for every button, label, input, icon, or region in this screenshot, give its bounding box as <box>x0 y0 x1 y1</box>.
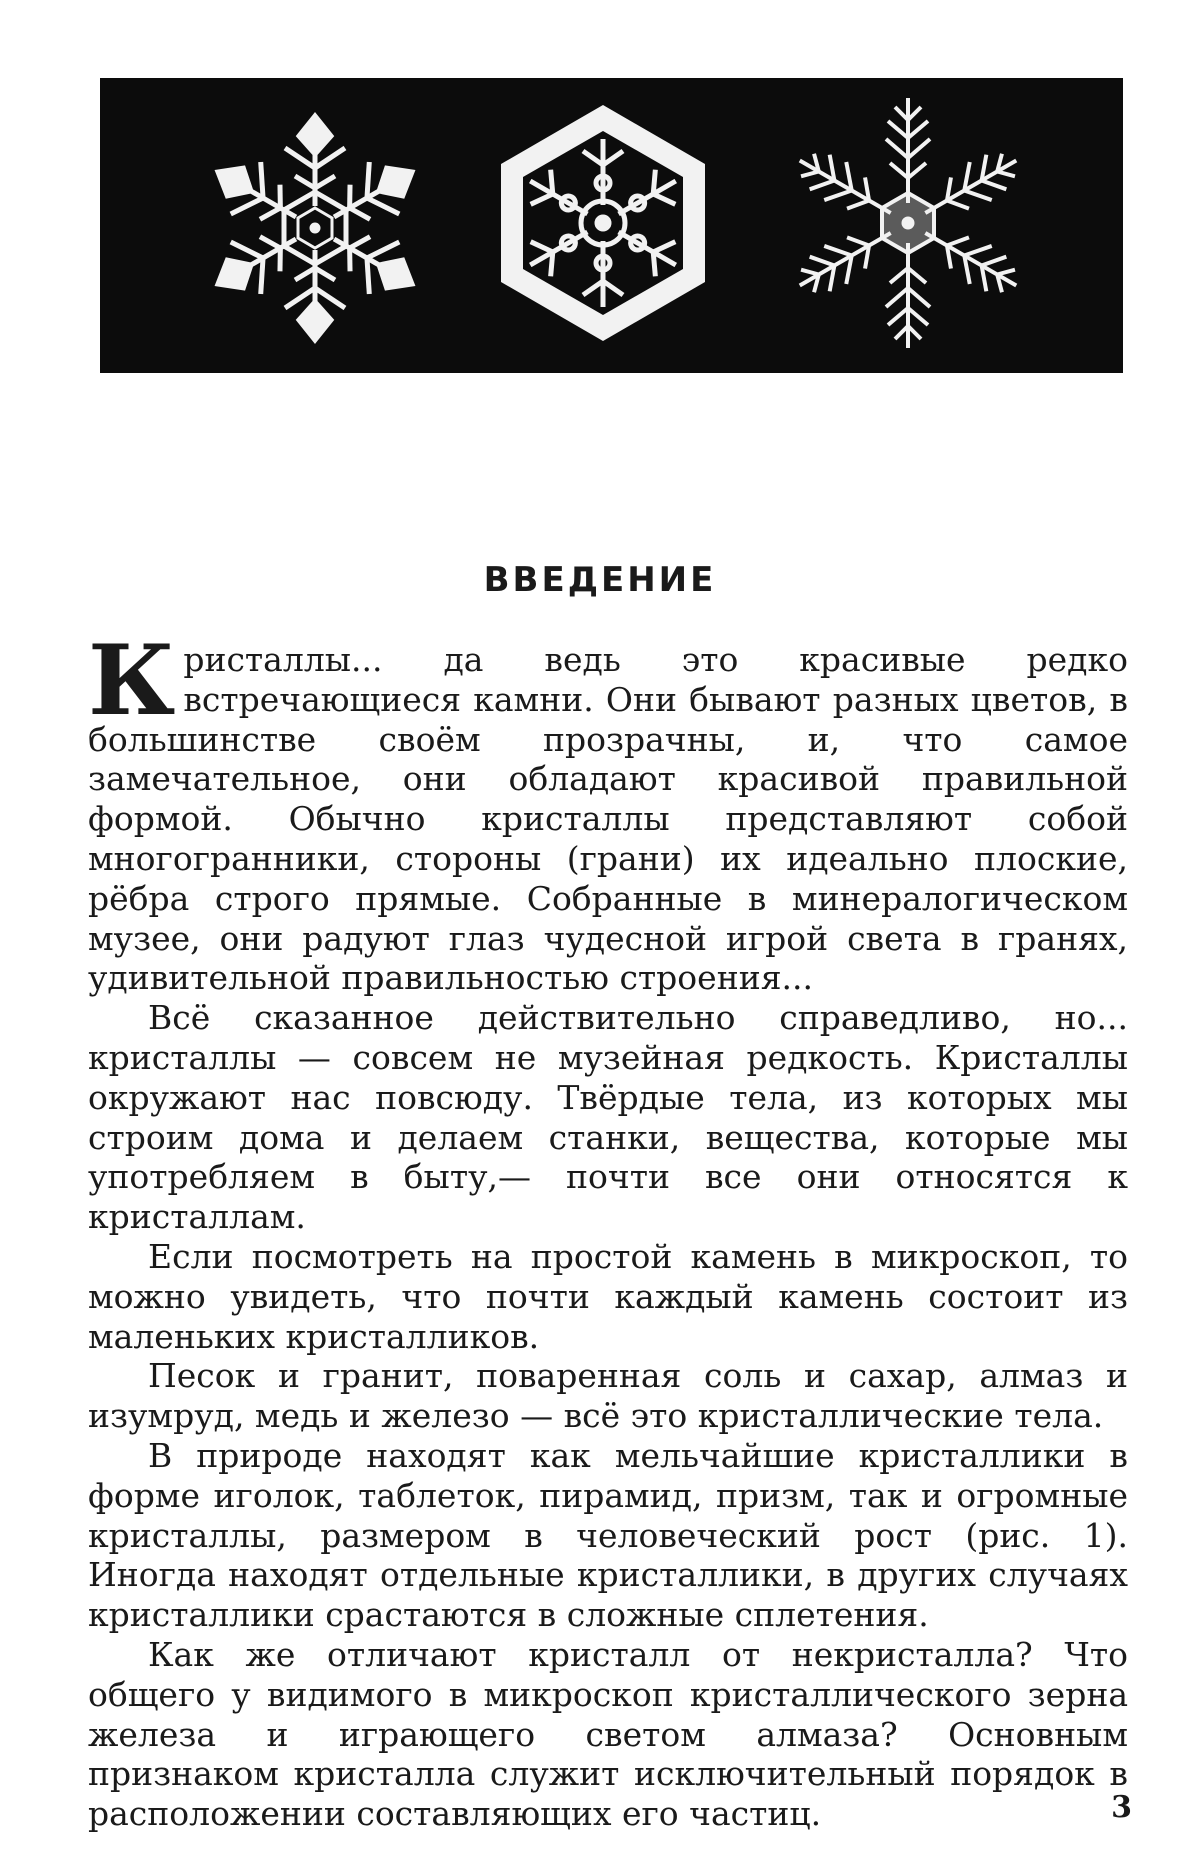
snowflake-banner <box>100 78 1123 373</box>
paragraph-5: В природе находят как мельчайшие кристаллики в форме иголок, таблеток, пирамид, призм, так и огромные кристаллы, размером в человеческий рост (рис. 1). Иногда находят отдельные кристаллики, в других случаях кристаллики срастаются в сложные сплетения. <box>88 1435 1128 1635</box>
paragraph-1 <box>88 624 1128 998</box>
paragraph-4: Песок и гранит, поваренная соль и сахар, алмаз и изумруд, медь и железо — всё это кристаллические тела. <box>88 1356 1128 1436</box>
paragraph-6: Как же отличают кристалл от некристалла? Что общего у видимого в микроскоп кристаллического зерна железа и играющего светом алмаза? Основным признаком кристалла служит исключительный порядок в расположении составляющих его частиц. <box>88 1634 1128 1834</box>
body-text <box>88 624 1128 1834</box>
paragraph-1-text: ристаллы... да ведь это красивые редко встречающиеся камни. Они бывают разных цветов, в большинстве своём прозрачны, и, что самое замечательное, они обладают красивой правильной формой. Обычно кристаллы представляют собой многогранники, стороны (грани) их идеально плоские, рёбра строго прямые. Собранные в минералогическом музее, они радуют глаз чудесной игрой света в гранях, удивительной правильностью строения... <box>88 640 1128 998</box>
page-number: 3 <box>1111 1790 1132 1825</box>
chapter-title: ВВЕДЕНИЕ <box>483 560 717 600</box>
paragraph-2: Всё сказанное действительно справедливо, но... кристаллы — совсем не музейная редкость. Кристаллы окружают нас повсюду. Твёрдые тела, из которых мы строим дома и делаем станки, вещества, которые мы употребляем в быту,— почти все они относятся к кристаллам. <box>88 998 1128 1237</box>
snowflake-2 <box>501 105 705 341</box>
paragraph-3: Если посмотреть на простой камень в микроскоп, то можно увидеть, что почти каждый камень состоит из маленьких кристалликов. <box>88 1236 1128 1356</box>
drop-cap: К <box>88 624 176 737</box>
snowflake-3 <box>789 98 1028 348</box>
snowflake-1 <box>203 116 427 340</box>
